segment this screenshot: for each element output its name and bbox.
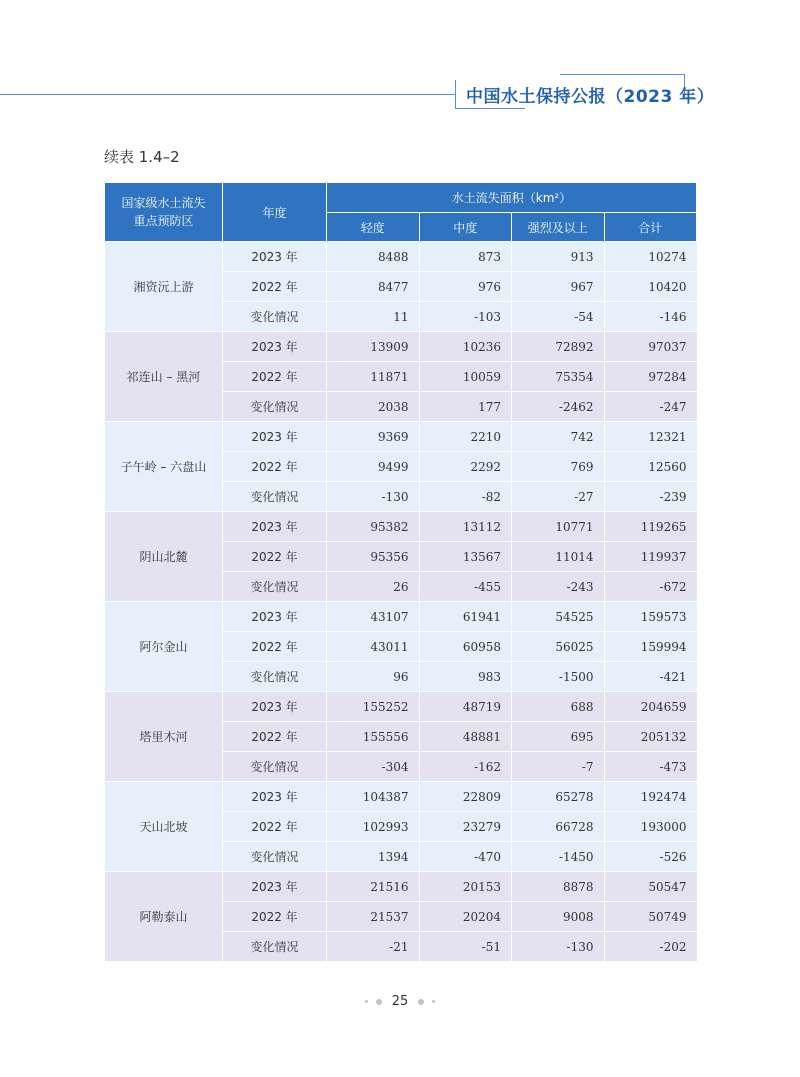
row-label: 2023 年	[223, 242, 327, 272]
row-label: 变化情况	[223, 302, 327, 332]
region-name: 祁连山 – 黑河	[105, 332, 223, 422]
region-name: 塔里木河	[105, 692, 223, 782]
table-cell: -473	[604, 752, 697, 782]
table-cell: 13567	[419, 542, 512, 572]
table-cell: -672	[604, 572, 697, 602]
table-cell: 177	[419, 392, 512, 422]
region-name: 阴山北麓	[105, 512, 223, 602]
table-cell: 119937	[604, 542, 697, 572]
row-label: 变化情况	[223, 482, 327, 512]
table-cell: -202	[604, 932, 697, 962]
table-cell: 155556	[327, 722, 420, 752]
table-cell: 13112	[419, 512, 512, 542]
row-label: 2023 年	[223, 422, 327, 452]
table-row	[105, 242, 697, 272]
table-cell: 22809	[419, 782, 512, 812]
table-cell: -27	[512, 482, 605, 512]
table-cell: 10771	[512, 512, 605, 542]
table-cell: -526	[604, 842, 697, 872]
table-row	[105, 782, 697, 812]
table-cell: 43107	[327, 602, 420, 632]
table-cell: 23279	[419, 812, 512, 842]
table-cell: 43011	[327, 632, 420, 662]
table-cell: -421	[604, 662, 697, 692]
table-cell: 12321	[604, 422, 697, 452]
table-cell: 11	[327, 302, 420, 332]
region-name: 天山北坡	[105, 782, 223, 872]
table-cell: 10236	[419, 332, 512, 362]
table-cell: 95356	[327, 542, 420, 572]
table-cell: -103	[419, 302, 512, 332]
table-cell: -2462	[512, 392, 605, 422]
table-cell: 96	[327, 662, 420, 692]
row-label: 2022 年	[223, 722, 327, 752]
table-row	[105, 422, 697, 452]
col-header-mild: 轻度	[327, 213, 420, 242]
table-cell: 983	[419, 662, 512, 692]
table-cell: 159573	[604, 602, 697, 632]
table-cell: 66728	[512, 812, 605, 842]
row-label: 变化情况	[223, 572, 327, 602]
table-cell: 102993	[327, 812, 420, 842]
row-label: 2023 年	[223, 512, 327, 542]
col-header-severe: 强烈及以上	[512, 213, 605, 242]
table-cell: -247	[604, 392, 697, 422]
table-cell: 61941	[419, 602, 512, 632]
table-cell: 976	[419, 272, 512, 302]
table-cell: -455	[419, 572, 512, 602]
table-cell: 60958	[419, 632, 512, 662]
table-cell: 11871	[327, 362, 420, 392]
footer-dot-icon	[418, 999, 424, 1005]
row-label: 变化情况	[223, 842, 327, 872]
table-cell: 48881	[419, 722, 512, 752]
table-cell: 742	[512, 422, 605, 452]
table-cell: 967	[512, 272, 605, 302]
table-cell: 65278	[512, 782, 605, 812]
footer-dot-icon	[365, 1000, 368, 1003]
col-header-year: 年度	[223, 183, 327, 242]
table-cell: -239	[604, 482, 697, 512]
table-cell: -82	[419, 482, 512, 512]
region-name: 子午岭 – 六盘山	[105, 422, 223, 512]
table-cell: -162	[419, 752, 512, 782]
table-cell: 159994	[604, 632, 697, 662]
table-cell: 119265	[604, 512, 697, 542]
table-cell: 11014	[512, 542, 605, 572]
table-cell: 8878	[512, 872, 605, 902]
table-cell: 72892	[512, 332, 605, 362]
header-frame-bottom	[455, 108, 525, 109]
running-header-title: 中国水土保持公报（2023 年）	[466, 87, 715, 107]
table-cell: -21	[327, 932, 420, 962]
table-cell: 769	[512, 452, 605, 482]
row-label: 2023 年	[223, 692, 327, 722]
table-cell: 54525	[512, 602, 605, 632]
row-label: 2022 年	[223, 812, 327, 842]
col-header-total: 合计	[604, 213, 697, 242]
table-cell: 20204	[419, 902, 512, 932]
header-rule	[0, 94, 455, 95]
table-cell: 9369	[327, 422, 420, 452]
row-label: 变化情况	[223, 932, 327, 962]
footer-dot-icon	[432, 1000, 435, 1003]
table-cell: 2038	[327, 392, 420, 422]
row-label: 2022 年	[223, 542, 327, 572]
footer-dot-icon	[376, 999, 382, 1005]
table-cell: 104387	[327, 782, 420, 812]
region-name: 阿勒泰山	[105, 872, 223, 962]
row-label: 2022 年	[223, 632, 327, 662]
header-frame-top	[560, 74, 684, 75]
table-cell: 56025	[512, 632, 605, 662]
table-row	[105, 332, 697, 362]
col-header-moderate: 中度	[419, 213, 512, 242]
table-cell: -54	[512, 302, 605, 332]
table-cell: 10420	[604, 272, 697, 302]
row-label: 2022 年	[223, 272, 327, 302]
table-cell: 913	[512, 242, 605, 272]
table-cell: 204659	[604, 692, 697, 722]
region-name: 阿尔金山	[105, 602, 223, 692]
page-number: 25	[391, 994, 409, 1009]
table-cell: 205132	[604, 722, 697, 752]
table-cell: -130	[327, 482, 420, 512]
row-label: 2023 年	[223, 332, 327, 362]
table-cell: -470	[419, 842, 512, 872]
table-cell: -304	[327, 752, 420, 782]
table-cell: 21516	[327, 872, 420, 902]
table-cell: 95382	[327, 512, 420, 542]
header-frame-left	[455, 80, 456, 108]
row-label: 变化情况	[223, 752, 327, 782]
table-cell: -1450	[512, 842, 605, 872]
table-cell: 50547	[604, 872, 697, 902]
table-cell: 21537	[327, 902, 420, 932]
row-label: 变化情况	[223, 392, 327, 422]
table-row	[105, 602, 697, 632]
table-cell: 193000	[604, 812, 697, 842]
col-header-region: 国家级水土流失重点预防区	[105, 183, 223, 242]
table-cell: -1500	[512, 662, 605, 692]
table-header-row	[105, 183, 697, 213]
region-name: 湘资沅上游	[105, 242, 223, 332]
table-cell: 688	[512, 692, 605, 722]
row-label: 2023 年	[223, 782, 327, 812]
row-label: 2022 年	[223, 452, 327, 482]
table-cell: -51	[419, 932, 512, 962]
table-cell: 1394	[327, 842, 420, 872]
col-header-erosion-area: 水土流失面积（km²）	[327, 183, 697, 213]
table-cell: 192474	[604, 782, 697, 812]
table-cell: -130	[512, 932, 605, 962]
row-label: 2023 年	[223, 872, 327, 902]
page-footer	[0, 994, 800, 1009]
table-cell: 695	[512, 722, 605, 752]
table-cell: 50749	[604, 902, 697, 932]
table-cell: -243	[512, 572, 605, 602]
row-label: 2023 年	[223, 602, 327, 632]
table-cell: 48719	[419, 692, 512, 722]
table-cell: 8477	[327, 272, 420, 302]
table-cell: -7	[512, 752, 605, 782]
table-cell: 13909	[327, 332, 420, 362]
table-row	[105, 872, 697, 902]
table-cell: 8488	[327, 242, 420, 272]
table-row	[105, 692, 697, 722]
table-caption: 续表 1.4–2	[104, 148, 180, 166]
table-cell: 873	[419, 242, 512, 272]
table-cell: -146	[604, 302, 697, 332]
soil-erosion-table	[104, 182, 697, 962]
table-cell: 20153	[419, 872, 512, 902]
table-body	[105, 242, 697, 962]
table-cell: 97037	[604, 332, 697, 362]
table-cell: 12560	[604, 452, 697, 482]
table-cell: 2210	[419, 422, 512, 452]
table-row	[105, 512, 697, 542]
table-cell: 155252	[327, 692, 420, 722]
table-cell: 9499	[327, 452, 420, 482]
row-label: 2022 年	[223, 902, 327, 932]
table-cell: 2292	[419, 452, 512, 482]
table-cell: 26	[327, 572, 420, 602]
table-cell: 75354	[512, 362, 605, 392]
row-label: 2022 年	[223, 362, 327, 392]
table-cell: 97284	[604, 362, 697, 392]
table-cell: 9008	[512, 902, 605, 932]
table-cell: 10274	[604, 242, 697, 272]
table-cell: 10059	[419, 362, 512, 392]
row-label: 变化情况	[223, 662, 327, 692]
